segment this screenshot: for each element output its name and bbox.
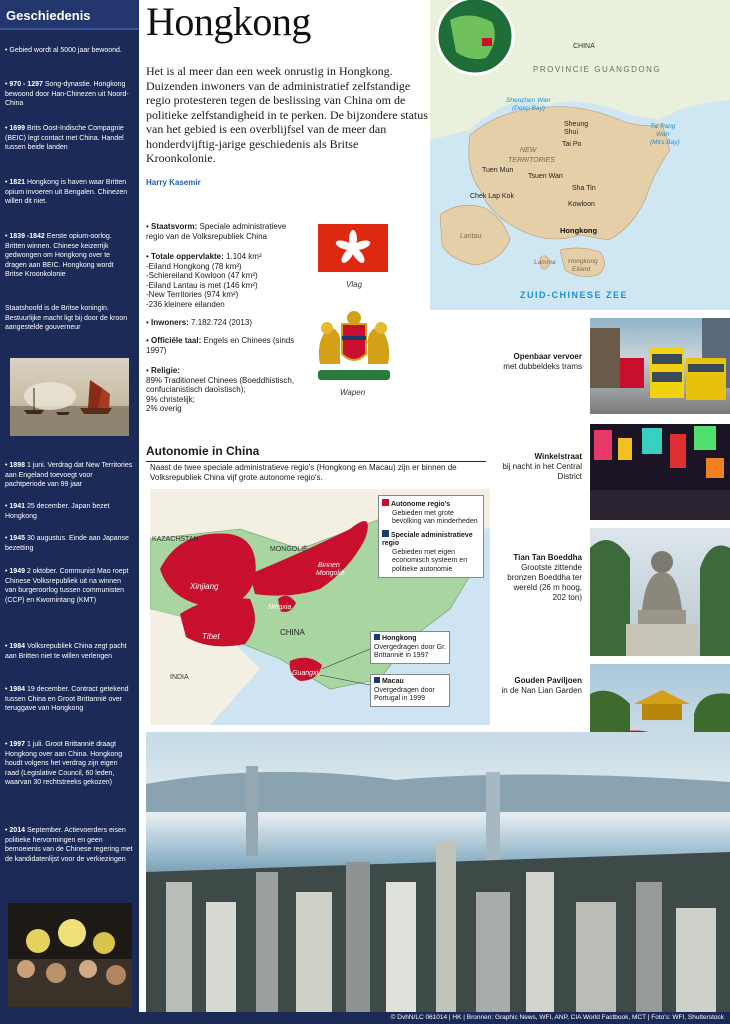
timeline-item: • 1984 19 december. Contract getekend tussen China en Groot Brittannië over teruggave van Hongkong bbox=[5, 686, 129, 712]
chinamap-label-binnen: Binnen bbox=[318, 562, 340, 569]
timeline-item: • 1898 1 juni. Verdrag dat New Territories aan Engeland toevoegt voor pachtperiode van 99 jaar bbox=[5, 462, 133, 488]
timeline-item: • 1699 Brits Oost-Indische Compagnie (BEIC) legt contact met China. Handel tussen beide landen bbox=[5, 125, 124, 151]
legend-swatch-autonomous bbox=[382, 499, 389, 506]
timeline-text: 25 december. Japan bezet Hongkong bbox=[5, 503, 110, 520]
timeline-year: 1949 bbox=[9, 568, 25, 575]
photo-title: Openbaar vervoer bbox=[513, 352, 582, 361]
chinamap-label-mongolie2: Mongolië bbox=[316, 570, 345, 577]
protest-photo bbox=[8, 903, 132, 1007]
photo-text: Grootste zittende bronzen Boeddha ter wereld (26 m hoog, 202 ton) bbox=[507, 563, 582, 602]
fact-staatsvorm: • Staatsvorm: Speciale administratieve regio van de Volksrepubliek China bbox=[146, 222, 287, 241]
page-title: Hongkong bbox=[146, 0, 311, 44]
map-label-territories: TERRITORIES bbox=[508, 157, 555, 164]
photo-caption-street bbox=[498, 452, 582, 482]
fact-value: 7.182.724 (2013) bbox=[191, 318, 252, 327]
callout-title: Hongkong bbox=[381, 635, 417, 642]
fact-label: Officiële taal: bbox=[151, 336, 202, 345]
map-label-eiland: Eiland bbox=[572, 266, 591, 273]
map-label-shui: Shui bbox=[564, 129, 579, 136]
legend-text: Gebieden met grote bevolking van minderheden bbox=[392, 509, 478, 525]
author-name: Harry Kasemir bbox=[146, 178, 201, 187]
map-label-lantau: Lantau bbox=[460, 233, 482, 240]
timeline-year: 970 - 1297 bbox=[9, 81, 43, 88]
timeline-year: 1984 bbox=[9, 686, 25, 693]
timeline-text: Gebied wordt al 5000 jaar bewoond. bbox=[9, 47, 122, 54]
timeline-year: 1699 bbox=[9, 125, 25, 132]
fact-line: 89% Traditioneel Chinees (Boeddhistisch, confucianistisch daoïstisch); bbox=[146, 375, 295, 395]
chinamap-label-kazachstan: KAZACHSTAN bbox=[152, 536, 199, 543]
timeline-year: 1945 bbox=[9, 535, 25, 542]
coat-of-arms bbox=[312, 304, 396, 384]
map-label-province: PROVINCIE GUANGDONG bbox=[533, 65, 662, 74]
timeline-text: 1 juli. Groot Brittannië draagt Hongkong over aan China. Hongkong houdt volgens het verdrag zijn eigen raad (Legislative Council, 60 leden, waarvan 30 rechtstreeks gekozen) bbox=[5, 741, 123, 786]
chinamap-label-guangxi: Guangxi bbox=[292, 670, 319, 677]
timeline-text: 1 juni. Verdrag dat New Territories aan Engeland toevoegt voor pachtperiode van 99 jaar bbox=[5, 462, 133, 488]
legend-swatch-special bbox=[382, 530, 389, 537]
fact-label: Inwoners: bbox=[151, 318, 189, 327]
fact-label: Totale oppervlakte: bbox=[151, 252, 224, 261]
callout-swatch bbox=[374, 634, 380, 640]
timeline-year: 1898 bbox=[9, 462, 25, 469]
photo-caption-tram bbox=[498, 352, 582, 372]
legend-text: Gebieden met eigen economisch systeem en politieke autonomie bbox=[392, 548, 468, 573]
buddha-illustration bbox=[590, 528, 730, 656]
timeline-year: 1839 -1842 bbox=[9, 233, 45, 240]
map-label-wan: Wan bbox=[656, 131, 670, 138]
hongkong-map-graphic bbox=[430, 0, 730, 310]
opium-war-painting bbox=[10, 358, 129, 436]
ship-battle-illustration bbox=[10, 358, 129, 436]
photo-title: Tian Tan Boeddha bbox=[513, 553, 582, 562]
crowd-illustration bbox=[8, 903, 132, 1007]
map-label-cheklapkok: Chek Lap Kok bbox=[470, 193, 514, 200]
fact-line: -Schiereiland Kowloon (47 km²) bbox=[146, 271, 258, 281]
fact-value: Engels en Chinees (sinds 1997) bbox=[146, 336, 295, 355]
timeline-text: Brits Oost-Indische Compagnie (BEIC) legt contact met China. Handel tussen beide landen bbox=[5, 125, 124, 151]
chinamap-label-xinjiang: Xinjiang bbox=[190, 582, 219, 591]
map-label-tuenmun: Tuen Mun bbox=[482, 167, 514, 174]
buddha-photo bbox=[590, 528, 730, 656]
hongkong-map bbox=[430, 0, 730, 310]
map-label-shenzhen: Shenzhen Wan bbox=[506, 97, 551, 104]
photo-title: Gouden Paviljoen bbox=[514, 676, 582, 685]
map-label-kowloon: Kowloon bbox=[568, 201, 595, 208]
timeline-year: 1997 bbox=[9, 741, 25, 748]
fact-line: -Eiland Hongkong (78 km²) bbox=[146, 261, 242, 271]
timeline-text: Song-dynastie. Hongkong bewoond door Han-Chinezen uit Noord-China bbox=[5, 81, 129, 107]
map-label-new: NEW bbox=[520, 147, 537, 154]
tram-photo bbox=[590, 318, 730, 414]
timeline-text: Volksrepubliek China zegt pacht aan Britten niet te willen verlengen bbox=[5, 643, 127, 660]
timeline-text: Eerste opium-oorlog. Britten winnen. Chinese keizerrijk gedwongen om Hongkong over te dragen aan BEIC. Hongkong wordt Britse Kroonkolonie bbox=[5, 233, 114, 278]
fact-line: 2% overig bbox=[146, 404, 182, 414]
photo-caption-pavilion bbox=[498, 676, 582, 696]
chinamap-label-mongolie: MONGOLIË bbox=[270, 546, 308, 553]
timeline-item bbox=[5, 304, 133, 333]
map-label-mirsbay: (Mirs Bay) bbox=[650, 139, 680, 146]
photo-caption-buddha bbox=[498, 553, 582, 603]
callout-swatch bbox=[374, 677, 380, 683]
map-label-taipo: Tai Po bbox=[562, 141, 582, 148]
flag-caption: Vlag bbox=[346, 280, 363, 289]
history-sidebar bbox=[0, 0, 139, 1012]
map-label-sea: ZUID-CHINESE ZEE bbox=[520, 290, 629, 300]
callout-text: Overgedragen door Portugal in 1999 bbox=[374, 686, 435, 702]
legend-title: Autonome regio's bbox=[390, 501, 451, 508]
autonomy-title: Autonomie in China bbox=[146, 444, 486, 462]
timeline-item: • 1949 2 oktober. Communist Mao roept Chinese Volksrepubliek uit na winnen van burgeroorlog tussen communisten (CCP) en Kwomintang (KMT) bbox=[5, 568, 129, 604]
map-label-taipang: Tai Pang bbox=[650, 123, 676, 130]
sidebar-title: Geschiedenis bbox=[0, 0, 139, 30]
fact-line: 9% christelijk; bbox=[146, 394, 195, 404]
callout-text: Overgedragen door Gr. Brittannië in 1997 bbox=[374, 643, 446, 659]
skyline-photo bbox=[146, 732, 730, 1012]
chinamap-label-tibet: Tibet bbox=[202, 632, 220, 641]
timeline-item: • 1984 Volksrepubliek China zegt pacht aan Britten niet te willen verlengen bbox=[5, 643, 127, 660]
map-label-sheung: Sheung bbox=[564, 121, 589, 128]
map-label-china: CHINA bbox=[573, 43, 595, 50]
photo-text: in de Nan Lian Garden bbox=[501, 686, 582, 695]
map-label-hongkong: Hongkong bbox=[560, 226, 598, 235]
timeline-text: Hongkong is haven waar Britten opium invoeren uit Bengalen. Chinezen willen dit niet. bbox=[5, 179, 128, 205]
street-photo bbox=[590, 424, 730, 520]
skyline-illustration bbox=[146, 732, 730, 1012]
fact-label: Staatsvorm: bbox=[151, 222, 198, 231]
chinamap-label-india: INDIA bbox=[170, 674, 189, 681]
timeline-text: September. Actievoerders eisen politieke hervormingen en geen bemoeienis van de Chinese regering met de kandidatenlijst voor de verkiezingen bbox=[5, 827, 133, 863]
street-illustration bbox=[590, 424, 730, 520]
hongkong-callout bbox=[370, 631, 450, 664]
china-map bbox=[150, 489, 490, 725]
legend-title: Speciale administratieve regio bbox=[382, 531, 473, 547]
arms-caption: Wapen bbox=[340, 388, 366, 397]
intro-text: Het is al meer dan een week onrustig in Hongkong. Duizenden inwoners van de administratief zelfstandige regio protesteren tegen de beslissing van China om de politieke zelfstandigheid in te perken. De bijzondere status van het gebied is een overblijfsel van de meer dan honderdvijftig-jarige geschiedenis als Britse Kroonkolonie. bbox=[146, 64, 428, 165]
fact-oppervlakte: • Totale oppervlakte: 1.104 km² -Eiland Hongkong (78 km²) -Schiereiland Kowloon (47 km²) -Eiland Lantau is met (146 km²) -New Territories (974 km²) -236 kleinere eilanden bbox=[146, 252, 306, 310]
map-label-hkeiland: Hongkong bbox=[568, 258, 598, 265]
timeline-item: • 2014 September. Actievoerders eisen politieke hervormingen en geen bemoeienis van de Chinese regering met de kandidatenlijst voor de verkiezingen bbox=[5, 827, 133, 863]
map-label-deepbay: (Deep Bay) bbox=[512, 105, 545, 112]
fact-value: 1.104 km² bbox=[226, 252, 262, 261]
tram-illustration bbox=[590, 318, 730, 414]
timeline-item: • Gebied wordt al 5000 jaar bewoond. bbox=[5, 47, 122, 54]
map-label-shatin: Sha Tin bbox=[572, 185, 596, 192]
map-label-lamma: Lamma bbox=[534, 259, 556, 266]
fact-label: Religie: bbox=[151, 366, 180, 375]
footer-credits: © DvhN/LC 061014 | HK | Bronnen: Graphic News, WFI, ANP, CIA World Factbook, MCT | Foto's: WFI, Shutterstock bbox=[0, 1012, 730, 1024]
hongkong-flag bbox=[318, 224, 388, 272]
fact-religie: • Religie: 89% Traditioneel Chinees (Boeddhistisch, confucianistisch daoïstisch); 9% christelijk; 2% overig bbox=[146, 366, 306, 414]
timeline-text: Staatshoofd is de Britse koningin. Bestuurlijke macht ligt bij door de kroon aangestelde gouverneur bbox=[5, 305, 128, 331]
autonomy-intro: Naast de twee speciale administratieve regio's (Hongkong en Macau) zijn er binnen de Volksrepubliek China vijf grote autonome regio's. bbox=[150, 463, 457, 482]
timeline-text: 19 december. Contract getekend tussen China en Groot Brittannië over teruggave van Hongkong bbox=[5, 686, 129, 712]
timeline-item: • 970 - 1297 Song-dynastie. Hongkong bewoond door Han-Chinezen uit Noord-China bbox=[5, 81, 129, 107]
fact-line: -New Territories (974 km²) bbox=[146, 290, 239, 300]
fact-inwoners: • Inwoners: 7.182.724 (2013) bbox=[146, 318, 252, 327]
timeline-item: • 1839 -1842 Eerste opium-oorlog. Britten winnen. Chinese keizerrijk gedwongen om Hongkong over te dragen aan BEIC. Hongkong wordt Britse Kroonkolonie bbox=[5, 233, 114, 278]
timeline-text: 2 oktober. Communist Mao roept Chinese Volksrepubliek uit na winnen van burgeroorlog tussen communisten (CCP) en Kwomintang (KMT) bbox=[5, 568, 129, 604]
timeline-year: 1941 bbox=[9, 503, 25, 510]
chinamap-label-china: CHINA bbox=[280, 628, 305, 637]
map-legend bbox=[378, 495, 484, 578]
macau-callout bbox=[370, 674, 450, 707]
fact-line: -Eiland Lantau is met (146 km²) bbox=[146, 280, 258, 290]
timeline-item: • 1945 30 augustus. Einde aan Japanse bezetting bbox=[5, 535, 129, 552]
timeline-item: • 1997 1 juli. Groot Brittannië draagt Hongkong over aan China. Hongkong houdt volgens het verdrag zijn eigen raad (Legislative Council, 60 leden, waarvan 30 rechtstreeks gekozen) bbox=[5, 741, 123, 786]
timeline-year: 2014 bbox=[9, 827, 25, 834]
photo-text: bij nacht in het Central District bbox=[502, 462, 582, 481]
fact-line: -236 kleinere eilanden bbox=[146, 299, 225, 309]
fact-taal: • Officiële taal: Engels en Chinees (sinds 1997) bbox=[146, 336, 295, 355]
timeline-item: • 1821 Hongkong is haven waar Britten opium invoeren uit Bengalen. Chinezen willen dit niet. bbox=[5, 179, 128, 205]
timeline-item: • 1941 25 december. Japan bezet Hongkong bbox=[5, 503, 110, 520]
timeline-year: 1984 bbox=[9, 643, 25, 650]
map-label-tsuenwan: Tsuen Wan bbox=[528, 173, 563, 180]
chinamap-label-ningxia: Ningxia bbox=[268, 604, 292, 611]
fact-value: Speciale administratieve regio van de Volksrepubliek China bbox=[146, 222, 287, 241]
photo-title: Winkelstraat bbox=[534, 452, 582, 461]
photo-text: met dubbeldeks trams bbox=[503, 362, 582, 371]
callout-title: Macau bbox=[381, 678, 404, 685]
timeline-text: 30 augustus. Einde aan Japanse bezetting bbox=[5, 535, 129, 552]
timeline-year: 1821 bbox=[9, 179, 25, 186]
